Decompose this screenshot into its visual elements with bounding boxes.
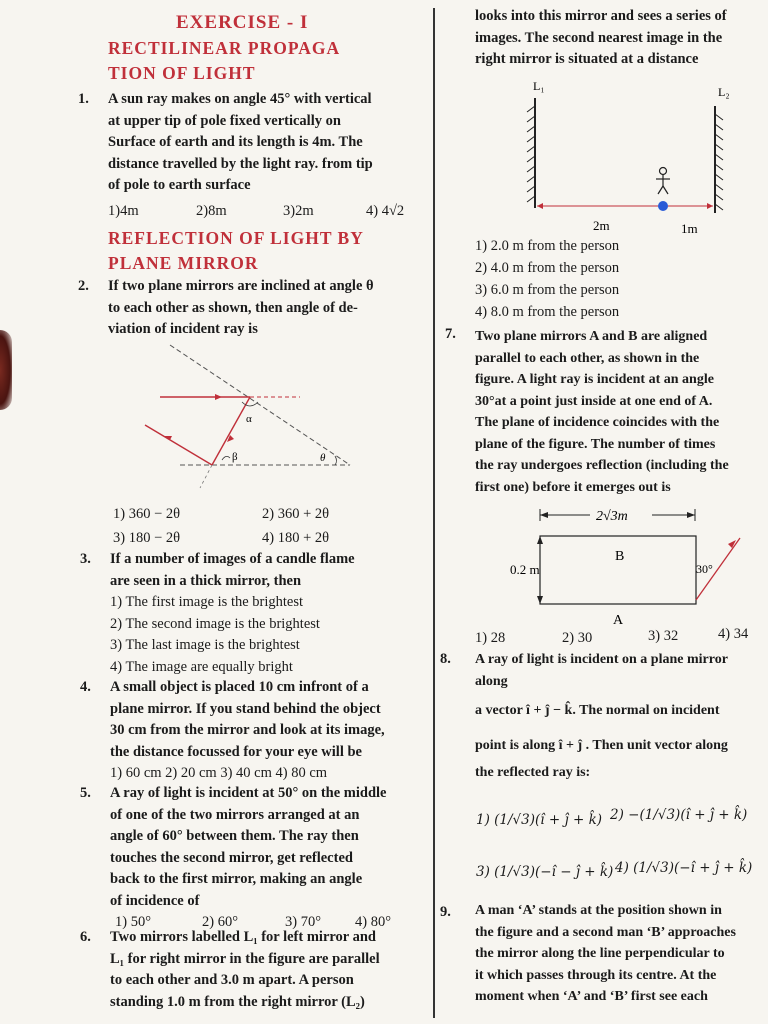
question-text-line: plane of the figure. The number of times — [475, 436, 716, 452]
theta-label: θ — [320, 452, 326, 464]
question-text-line: looks into this mirror and sees a series of — [475, 8, 727, 24]
option-4[interactable]: 4) 180 + 2θ — [262, 530, 330, 546]
question-text-line: distance travelled by the light ray. from tip — [108, 155, 373, 172]
question-6-continued — [475, 6, 765, 71]
section-heading-line: REFLECTION OF LIGHT BY — [108, 228, 364, 248]
question-9 — [475, 900, 767, 1008]
option-2[interactable]: 2) 360 + 2θ — [262, 506, 330, 522]
question-7 — [475, 326, 767, 498]
option-3[interactable]: 3) 6.0 m from the person — [475, 282, 620, 298]
option-3[interactable]: 3) (1/√3)(−î − ĵ + k̂) — [476, 864, 614, 880]
option-1[interactable]: 1) The first image is the brightest — [110, 594, 304, 610]
question-text-line: If a number of images of a candle flame — [110, 551, 355, 567]
ray-arrow — [728, 540, 736, 548]
question-number: 7. — [445, 326, 456, 342]
question-text-line: to each other and 3.0 m apart. A person — [110, 972, 354, 988]
mirror-upper — [170, 345, 350, 465]
question-text-line: right mirror is situated at a distance — [475, 51, 699, 67]
question-text-line: the ray undergoes reflection (including the — [475, 458, 729, 473]
distance-2m-label: 2m — [593, 218, 610, 233]
person-position-dot — [658, 201, 668, 211]
question-text-line: moment when ‘A’ and ‘B’ first see each — [475, 989, 708, 1004]
question-text-line: the reflected ray is: — [475, 765, 591, 780]
option-2[interactable]: 2) 30 — [562, 630, 593, 646]
question-text-line: of one of the two mirrors arranged at an — [110, 806, 360, 823]
option-2[interactable]: 2) 60° — [202, 914, 239, 930]
option-1[interactable]: 1)4m — [108, 202, 139, 219]
option-2[interactable]: 2) The second image is the brightest — [110, 615, 320, 632]
question-text-line: of incidence of — [110, 892, 200, 909]
question-text-line: Two plane mirrors A and B are aligned — [475, 329, 708, 344]
question-6 — [80, 927, 432, 1013]
distance-1m-label: 1m — [681, 221, 698, 236]
question-5 — [80, 783, 430, 934]
question-text-line: L₁ for right mirror in the figure are parallel — [110, 950, 380, 967]
option-4[interactable]: 4) (1/√3)(−î + ĵ + k̂) — [615, 860, 753, 876]
construction-line — [200, 465, 212, 488]
option-1[interactable]: 1) 28 — [475, 630, 506, 646]
alpha-label: α — [246, 413, 252, 425]
section-heading-rectilinear — [108, 36, 340, 86]
ray-arrow — [215, 394, 222, 400]
arrow-right — [707, 203, 713, 209]
question-number: 9. — [440, 904, 451, 920]
question-text-line: along — [475, 673, 508, 689]
option-2[interactable]: 2) −(1/√3)(î + ĵ + k̂) — [610, 807, 748, 823]
option-4[interactable]: 4) 34 — [718, 626, 749, 642]
theta-arc — [335, 456, 337, 465]
question-text-line: of pole to earth surface — [108, 177, 251, 193]
question-3 — [80, 549, 428, 678]
section-heading-line: RECTILINEAR PROPAGA — [108, 38, 341, 58]
option-1[interactable]: 1) 2.0 m from the person — [475, 238, 620, 254]
question-text-line: standing 1.0 m from the right mirror (L₂) — [110, 993, 365, 1010]
question-text-line: A sun ray makes on angle 45° with vertical — [108, 91, 372, 107]
question-text-line: images. The second nearest image in the — [475, 29, 723, 46]
options-line[interactable]: 1) 60 cm 2) 20 cm 3) 40 cm 4) 80 cm — [110, 765, 328, 781]
question-text-line: A small object is placed 10 cm infront of a — [110, 679, 369, 695]
option-2[interactable]: 2)8m — [196, 202, 227, 219]
question-text-line: to each other as shown, then angle of de- — [108, 299, 358, 316]
question-text-line: touches the second mirror, get reflected — [110, 849, 353, 866]
question-text-line: are seen in a thick mirror, then — [110, 572, 302, 589]
question-text-line: Two mirrors labelled L₁ for left mirror and — [110, 929, 376, 945]
question-text-line: back to the first mirror, making an angle — [110, 871, 363, 887]
question-text-line: The plane of incidence coincides with the — [475, 415, 720, 430]
section-heading-line: TION OF LIGHT — [108, 63, 256, 83]
section-heading-reflection — [108, 226, 364, 276]
mirror-l1-label: L₁ — [533, 79, 545, 93]
alpha-arc — [242, 402, 258, 406]
question-1 — [78, 89, 428, 225]
question-text-line: viation of incident ray is — [108, 321, 258, 337]
question-2 — [78, 276, 430, 341]
question-number: 8. — [440, 651, 451, 667]
mirrors-ab-figure — [500, 500, 760, 630]
question-text-line: plane mirror. If you stand behind the object — [110, 700, 381, 717]
question-text-line: A ray of light is incident at 50° on the middle — [110, 785, 387, 801]
arrow-left — [537, 203, 543, 209]
option-3[interactable]: 3) 32 — [648, 628, 679, 644]
question-text-line: angle of 60° between them. The ray then — [110, 828, 359, 844]
question-text-line: If two plane mirrors are inclined at angle θ — [108, 278, 374, 294]
height-label: 0.2 m — [510, 562, 540, 577]
option-4[interactable]: 4) 80° — [355, 914, 392, 930]
beta-label: β — [232, 451, 238, 463]
question-text-line: at upper tip of pole fixed vertically on — [108, 112, 341, 129]
parallel-mirrors-figure — [505, 78, 745, 238]
question-4 — [80, 677, 430, 785]
question-number: 1. — [78, 91, 89, 107]
option-4[interactable]: 4) The image are equally bright — [110, 658, 293, 675]
option-1[interactable]: 1) 360 − 2θ — [113, 506, 181, 522]
question-text-line: figure. A light ray is incident at an angle — [475, 372, 714, 387]
mirror-b-label: B — [615, 549, 625, 564]
question-text-line: A man ‘A’ stands at the position shown in — [475, 903, 722, 918]
angle-label: 30° — [696, 562, 713, 576]
mirror-a-label: A — [613, 613, 624, 628]
option-1[interactable]: 1) (1/√3)(î + ĵ + k̂) — [476, 812, 603, 828]
question-text-line: point is along î + ĵ . Then unit vector along — [475, 738, 728, 753]
option-4[interactable]: 4) 8.0 m from the person — [475, 304, 620, 320]
question-text-line: 30 cm from the mirror and look at its image, — [110, 722, 385, 738]
column-divider — [433, 8, 435, 1018]
question-text-line: parallel to each other, as shown in the — [475, 350, 700, 366]
option-3[interactable]: 3) 180 − 2θ — [113, 530, 181, 546]
beta-arc — [222, 456, 230, 460]
question-text-line: Surface of earth and its length is 4m. The — [108, 134, 363, 150]
question-number: 2. — [78, 278, 89, 294]
question-text-line: a vector î + ĵ − k̂. The normal on incident — [475, 703, 720, 718]
page-edge — [0, 330, 12, 410]
question-8 — [475, 649, 767, 692]
left-mirror-hatching — [527, 106, 535, 202]
question-number: 4. — [80, 679, 91, 695]
question-number: 6. — [80, 929, 91, 945]
question-text-line: the figure and a second man ‘B’ approaches — [475, 924, 736, 940]
option-3[interactable]: 3) The last image is the brightest — [110, 637, 300, 653]
question-text-line: it which passes through its centre. At the — [475, 967, 717, 983]
option-2[interactable]: 2) 4.0 m from the person — [475, 260, 620, 276]
question-text-line: the distance focussed for your eye will be — [110, 743, 362, 760]
question-text-line: the mirror along the line perpendicular to — [475, 946, 725, 961]
emergent-ray — [145, 425, 212, 465]
option-4[interactable]: 4) 4√2 — [366, 202, 405, 219]
question-number: 3. — [80, 551, 91, 567]
inclined-mirrors-figure — [140, 340, 360, 490]
question-text-line: 30°at a point just inside at one end of A. — [475, 393, 713, 409]
person-icon — [656, 168, 670, 195]
exercise-title: EXERCISE - I — [176, 12, 309, 33]
option-1[interactable]: 1) 50° — [115, 914, 152, 930]
option-3[interactable]: 3) 70° — [285, 914, 322, 930]
mirror-rectangle — [540, 536, 696, 604]
reflected-ray — [212, 397, 250, 465]
width-label: 2√3m — [596, 509, 628, 524]
question-text-line: first one) before it emerges out is — [475, 479, 671, 495]
question-number: 5. — [80, 785, 91, 801]
mirror-l2-label: L₂ — [718, 85, 730, 99]
section-heading-line: PLANE MIRROR — [108, 253, 259, 273]
option-3[interactable]: 3)2m — [283, 202, 314, 219]
right-mirror-hatching — [715, 114, 723, 210]
question-text-line: A ray of light is incident on a plane mirror — [475, 652, 728, 667]
